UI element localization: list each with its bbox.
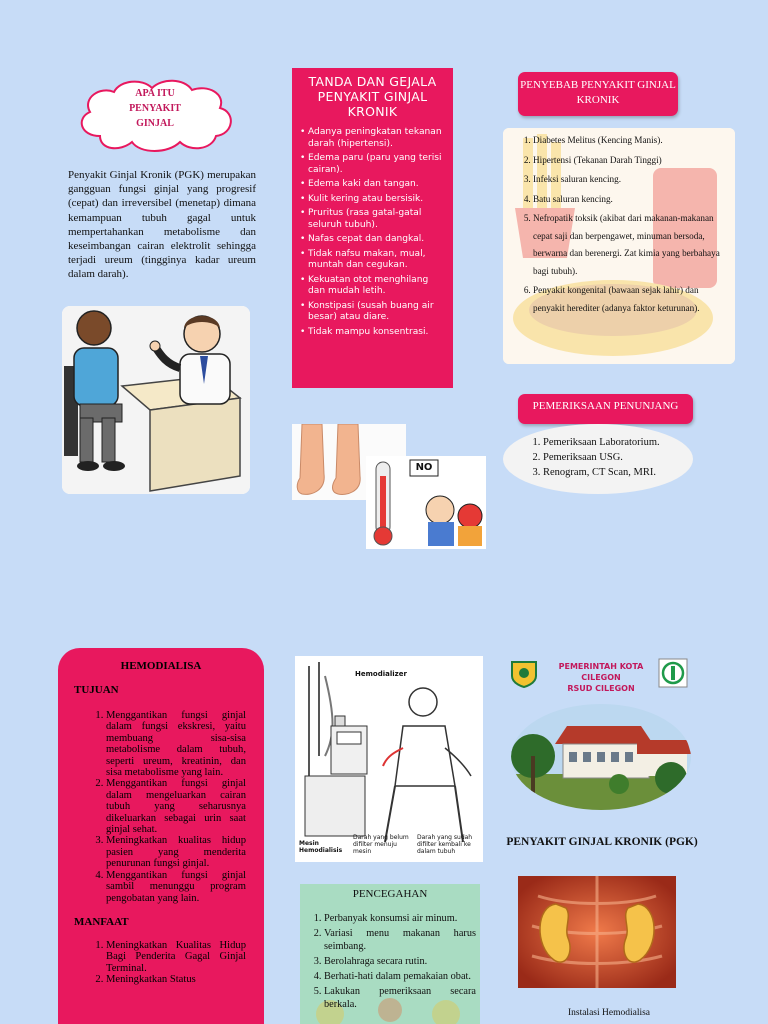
supporting-exams-list bbox=[521, 436, 660, 481]
causes-list bbox=[511, 132, 726, 319]
prevention-panel bbox=[300, 884, 480, 1024]
filtered-blood-label: Darah yang sudah difilter kembali ke dalam tubuh bbox=[417, 834, 473, 855]
list-item: 3. Infeksi saluran kencing. bbox=[533, 171, 726, 189]
list-item: 3. Meningkatkan kualitas hidup pasien yang menderita penurunan fungsi ginjal. bbox=[106, 835, 246, 869]
supporting-exams-title: PEMERIKSAAN PENUNJANG bbox=[518, 394, 693, 424]
list-item: 1. Menggantikan fungsi ginjal dalam fungsi ekskresi, yaitu membuang sisa-sisa metabolisme dalam tubuh, seperti ureum, kreatinin, dan sisa metabolisme yang lain. bbox=[106, 710, 246, 778]
hospital-header bbox=[510, 656, 690, 693]
fever-illustration bbox=[366, 456, 486, 549]
list-item: 2. Hipertensi (Tekanan Darah Tinggi) bbox=[533, 152, 726, 170]
doctor-patient-illustration bbox=[62, 306, 250, 494]
list-item: 4. Menggantikan fungsi ginjal sambil menunggu program pengobatan yang lain. bbox=[106, 870, 246, 904]
pgk-definition: Penyakit Ginjal Kronik (PGK) merupakan gangguan fungsi ginjal yang progresif (cepat) dan irreversibel (menetap) dimana kemampuan tubuh gagal untuk mempertahankan metabolisme dan keseimbangan cairan elektrolit sehingga terjadi ureum (tingginya kadar ureum dalam darah). bbox=[68, 169, 256, 281]
list-item: 3. Renogram, CT Scan, MRI. bbox=[543, 466, 660, 479]
list-item: 5. Nefropatik toksik (akibat dari makanan-makanan cepat saji dan berpengawet, minuman bersoda, berwarna dan berenergi. Zat kimia yang berbahaya bagi tubuh). bbox=[533, 210, 726, 280]
signs-symptoms-title: TANDA DAN GEJALA PENYAKIT GINJAL KRONIK bbox=[308, 74, 437, 119]
list-item: 2. Menggantikan fungsi ginjal dalam mengeluarkan cairan tubuh yang seharusnya dikeluarkan sebagai urin saat ginjal sehat. bbox=[106, 778, 246, 835]
list-item: • Edema paru (paru yang terisi cairan). bbox=[300, 153, 447, 176]
hemodialysis-panel bbox=[58, 648, 264, 1024]
list-item: • Kekuatan otot menghilang dan mudah letih. bbox=[300, 275, 447, 298]
unfiltered-blood-label: Darah yang belum difilter menuju mesin bbox=[353, 834, 409, 855]
list-item: 1. Diabetes Melitus (Kencing Manis). bbox=[533, 132, 726, 150]
list-item: 2. Pemeriksaan USG. bbox=[543, 451, 660, 464]
hemodializer-label: Hemodializer bbox=[355, 670, 407, 678]
signs-symptoms-panel bbox=[292, 68, 453, 388]
list-item: 5. Lakukan pemeriksaan secara berkala. bbox=[324, 985, 476, 1011]
goals-list bbox=[58, 710, 264, 904]
machine-label: Mesin Hemodialisis bbox=[299, 840, 343, 854]
prevention-title: PENCEGAHAN bbox=[352, 888, 428, 900]
list-item: • Tidak mampu konsentrasi. bbox=[300, 327, 447, 339]
brochure-main-title: PENYAKIT GINJAL KRONIK (PGK) bbox=[506, 836, 698, 848]
list-item: 2. Variasi menu makanan harus seimbang. bbox=[324, 927, 476, 953]
hospital-building-photo bbox=[511, 704, 691, 810]
list-item: 1. Pemeriksaan Laboratorium. bbox=[543, 436, 660, 449]
list-item: • Tidak nafsu makan, mual, muntah dan cegukan. bbox=[300, 249, 447, 272]
cloud-callout bbox=[70, 76, 245, 156]
list-item: 4. Berhati-hati dalam pemakaian obat. bbox=[324, 970, 476, 983]
cloud-title: APA ITU PENYAKIT GINJAL bbox=[129, 88, 181, 129]
no-sign-text: NO bbox=[415, 462, 433, 473]
hospital-short-name: RSUD CILEGON bbox=[567, 684, 635, 693]
list-item: 2. Meningkatkan Status bbox=[106, 974, 246, 985]
footer-unit-name: Instalasi Hemodialisa bbox=[567, 1008, 651, 1018]
causes-panel bbox=[503, 128, 735, 364]
benefits-heading: MANFAAT bbox=[74, 915, 129, 928]
list-item: • Edema kaki dan tangan. bbox=[300, 179, 447, 191]
list-item: • Adanya peningkatan tekanan darah (hipertensi). bbox=[300, 127, 447, 150]
list-item: 6. Penyakit kongenital (bawaan sejak lahir) dan penyakit herediter (adanya faktor keturunan). bbox=[533, 282, 726, 317]
hospital-name bbox=[542, 661, 660, 694]
signs-symptoms-list bbox=[292, 123, 453, 338]
list-item: 1. Perbanyak konsumsi air minum. bbox=[324, 912, 476, 925]
prevention-list bbox=[300, 912, 480, 1011]
list-item: 4. Batu saluran kencing. bbox=[533, 191, 726, 209]
list-item: • Konstipasi (susah buang air besar) atau diare. bbox=[300, 301, 447, 324]
list-item: • Pruritus (rasa gatal-gatal seluruh tubuh). bbox=[300, 208, 447, 231]
list-item: 3. Berolahraga secara rutin. bbox=[324, 955, 476, 968]
kidney-anatomy-image bbox=[518, 876, 676, 988]
city-emblem-icon bbox=[510, 658, 538, 688]
list-item: 1. Meningkatkan Kualitas Hidup Bagi Penderita Gagal Ginjal Terminal. bbox=[106, 940, 246, 974]
hemodialysis-illustration bbox=[295, 656, 483, 862]
city-government-text: PEMERINTAH KOTA CILEGON bbox=[558, 662, 644, 682]
list-item: • Kulit kering atau bersisik. bbox=[300, 194, 447, 206]
hemodialysis-title: HEMODIALISA bbox=[120, 660, 202, 672]
supporting-exams-panel bbox=[503, 424, 693, 494]
health-ministry-logo-icon bbox=[658, 658, 688, 688]
causes-title: PENYEBAB PENYAKIT GINJAL KRONIK bbox=[518, 72, 678, 116]
goals-heading: TUJUAN bbox=[74, 684, 119, 696]
list-item: • Nafas cepat dan dangkal. bbox=[300, 234, 447, 246]
benefits-list bbox=[58, 940, 264, 986]
